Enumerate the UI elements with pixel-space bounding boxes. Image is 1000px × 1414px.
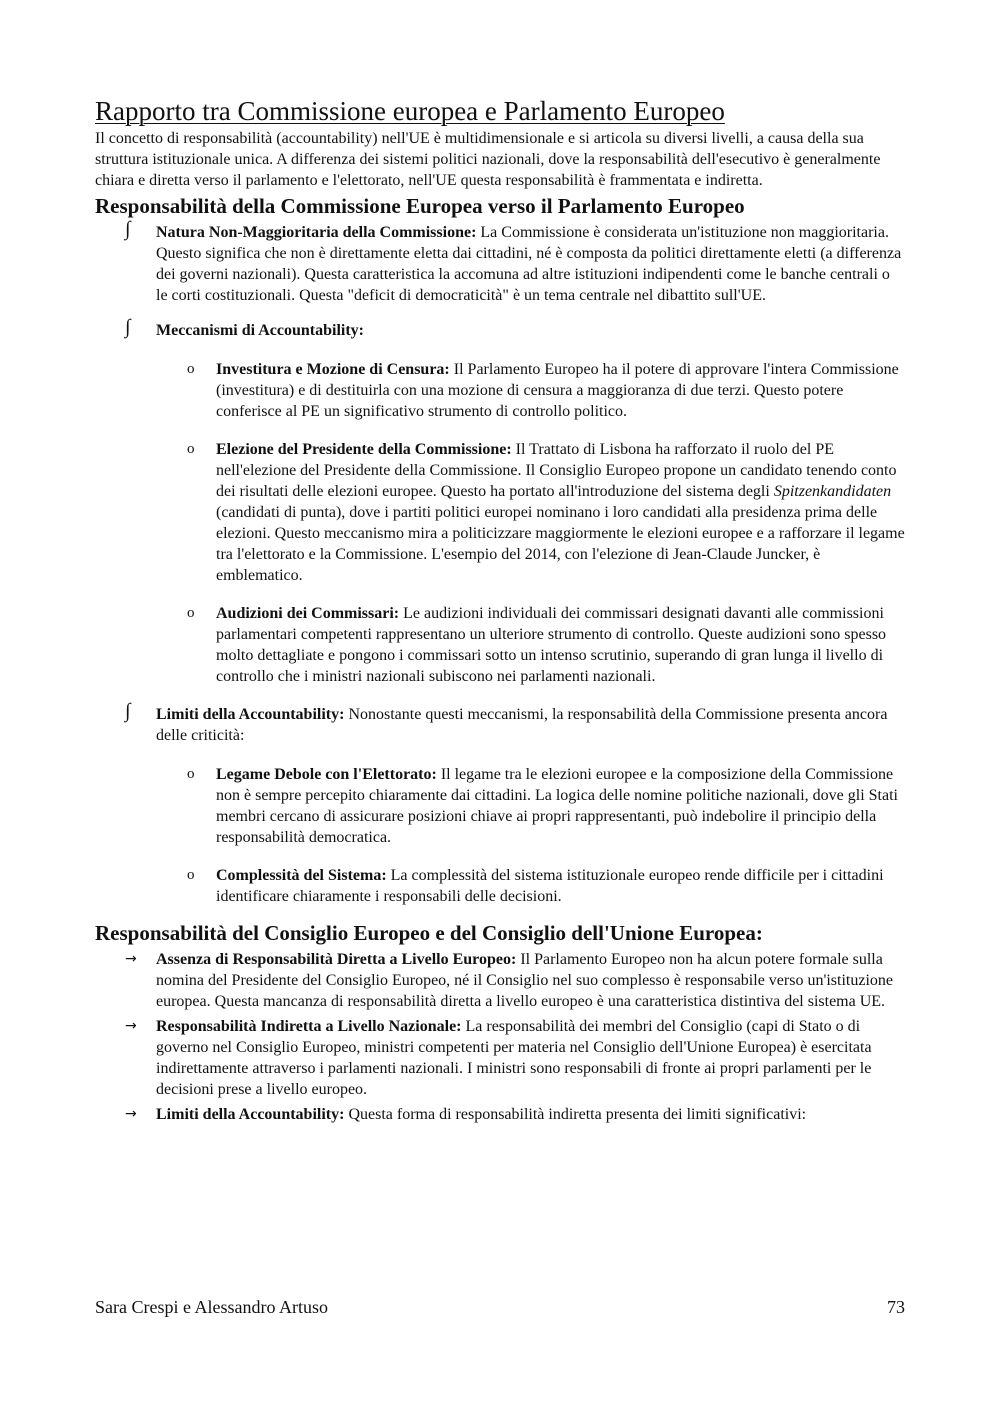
item-bold-label: Assenza di Responsabilità Diretta a Livello Europeo: — [156, 951, 517, 968]
list-item — [95, 949, 905, 1012]
footer-authors: Sara Crespi e Alessandro Artuso — [95, 1297, 328, 1317]
item-bold-label: Limiti della Accountability: — [156, 706, 345, 723]
page-content — [95, 96, 905, 1129]
commission-list — [95, 218, 905, 907]
list-item — [95, 865, 905, 907]
item-text: La responsabilità dei membri del Consiglio (capi di Stato o di governo nel Consiglio Europeo, ministri competenti per materia nel Consiglio dell'Unione Europea) è esercitata indirettamente attraverso i parlamenti nazionali. I ministri sono responsabili di fronte ai propri parlamenti per le decisioni prese a livello europeo. — [156, 1018, 872, 1098]
arrow-right-icon: → — [125, 951, 137, 967]
item-text: Questa forma di responsabilità indiretta presenta dei limiti significativi: — [344, 1106, 807, 1123]
circle-bullet-icon: o — [187, 766, 195, 782]
list-item — [95, 1016, 905, 1100]
accountability-limits-list — [95, 764, 905, 907]
list-item — [95, 764, 905, 848]
item-bold-label: Legame Debole con l'Elettorato: — [216, 766, 437, 783]
list-item — [95, 700, 905, 907]
page-title: Rapporto tra Commissione europea e Parlamento Europeo — [95, 96, 725, 126]
circle-bullet-icon: o — [187, 867, 195, 883]
item-bold-label: Responsabilità Indiretta a Livello Nazionale: — [156, 1018, 462, 1035]
list-item — [95, 603, 905, 687]
circle-bullet-icon: o — [187, 605, 195, 621]
item-text: Il Parlamento Europeo ha il potere di approvare l'intera Commissione (investitura) e di destituirla con una mozione di censura a maggioranza di due terzi. Questo potere conferisce al PE un significativo strumento di controllo politico. — [216, 361, 899, 420]
item-bold-label: Natura Non-Maggioritaria della Commissione: — [156, 224, 477, 241]
integral-bullet-icon: ∫ — [125, 316, 131, 338]
council-list — [95, 949, 905, 1125]
item-text: Il Trattato di Lisbona ha rafforzato il ruolo del PE nell'elezione del Presidente della Commissione. Il Consiglio Europeo propone un candidato tenendo conto dei risultati delle elezioni europee. Questo ha portato all'introduzione del sistema degli — [216, 441, 897, 500]
item-text: (candidati di punta), dove i partiti politici europei nominano i loro candidati alla presidenza prima delle elezioni. Questo meccanismo mira a politicizzare maggiormente le elezioni europee e a rafforzare il legame tra l'elettorato e la Commissione. L'esempio del 2014, con l'elezione di Jean-Claude Juncker, è emblematico. — [216, 504, 905, 584]
item-bold-label: Elezione del Presidente della Commissione: — [216, 441, 512, 458]
section-heading-commission: Responsabilità della Commissione Europea verso il Parlamento Europeo — [95, 194, 745, 218]
section-heading-council: Responsabilità del Consiglio Europeo e del Consiglio dell'Unione Europea: — [95, 921, 763, 945]
arrow-right-icon: → — [125, 1018, 137, 1034]
item-text: La Commissione è considerata un'istituzione non maggioritaria. Questo significa che non è direttamente eletta dai cittadini, né è composta da politici direttamente eletti (a differenza dei governi nazionali). Questa caratteristica la accomuna ad altre istituzioni indipendenti come le banche centrali o le corti costituzionali. Questa "deficit di democraticità" è un tema centrale nel dibattito sull'UE. — [156, 224, 902, 304]
item-bold-label: Investitura e Mozione di Censura: — [216, 361, 450, 378]
item-bold-label: Complessità del Sistema: — [216, 867, 387, 884]
intro-paragraph: Il concetto di responsabilità (accountability) nell'UE è multidimensionale e si articola su diversi livelli, a causa della sua struttura istituzionale unica. A differenza dei sistemi politici nazionali, dove la responsabilità dell'esecutivo è generalmente chiara e diretta verso il parlamento e l'elettorato, nell'UE questa responsabilità è frammentata e indiretta. — [95, 130, 881, 189]
circle-bullet-icon: o — [187, 361, 195, 377]
integral-bullet-icon: ∫ — [125, 700, 131, 722]
list-item — [95, 218, 905, 306]
item-italic-term: Spitzenkandidaten — [773, 483, 892, 500]
arrow-right-icon: → — [125, 1106, 137, 1122]
list-item — [95, 316, 905, 687]
integral-bullet-icon: ∫ — [125, 218, 131, 240]
item-text: Nonostante questi meccanismi, la responsabilità della Commissione presenta ancora delle criticità: — [156, 706, 888, 744]
list-item — [95, 1104, 905, 1125]
page-number: 73 — [887, 1297, 905, 1317]
item-text: Il Parlamento Europeo non ha alcun potere formale sulla nomina del Presidente del Consiglio Europeo, né il Consiglio nel suo complesso è responsabile verso un'istituzione europea. Questa mancanza di responsabilità diretta a livello europeo è una caratteristica distintiva del sistema UE. — [156, 951, 893, 1010]
item-text: La complessità del sistema istituzionale europeo rende difficile per i cittadini identificare chiaramente i responsabili delle decisioni. — [216, 867, 884, 905]
item-text: Il legame tra le elezioni europee e la composizione della Commissione non è sempre percepito chiaramente dai cittadini. La logica delle nomine politiche nazionali, dove gli Stati membri cercano di assicurare posizioni chiave ai propri rappresentanti, può indebolire il principio della responsabilità democratica. — [216, 766, 898, 846]
item-bold-label: Meccanismi di Accountability: — [156, 322, 364, 339]
item-bold-label: Audizioni dei Commissari: — [216, 605, 400, 622]
item-text: Le audizioni individuali dei commissari designati davanti alle commissioni parlamentari competenti rappresentano un ulteriore strumento di controllo. Queste audizioni sono spesso molto dettagliate e pongono i commissari sotto un intenso scrutinio, superando di gran lunga il livello di controllo che i ministri nazionali subiscono nei parlamenti nazionali. — [216, 605, 887, 685]
circle-bullet-icon: o — [187, 441, 195, 457]
list-item — [95, 359, 905, 422]
item-bold-label: Limiti della Accountability: — [156, 1106, 345, 1123]
list-item — [95, 439, 905, 586]
accountability-mechanisms-list — [95, 359, 905, 687]
